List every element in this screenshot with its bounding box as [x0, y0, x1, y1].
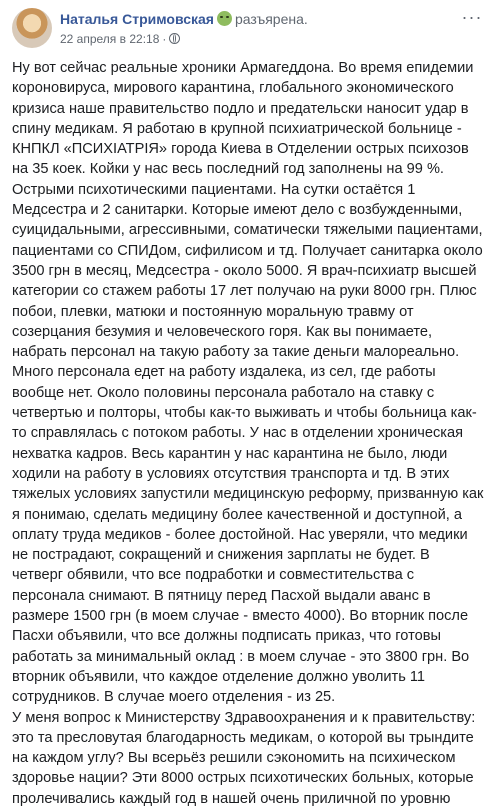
globe-icon[interactable] [169, 33, 180, 44]
timestamp-line [60, 31, 460, 47]
post-meta [60, 6, 460, 47]
more-options-icon[interactable]: ··· [461, 6, 483, 27]
author-line [60, 10, 460, 28]
separator: · [162, 32, 167, 46]
author-avatar[interactable] [12, 8, 52, 48]
post-paragraph: Ну вот сейчас реальные хроники Армагеддона. Во время епидемии короновируса, мирового карантина, глобального экономического кризиса наше правительство подло и предательски наносит удар в спину медикам. Я работаю в крупной психиатрической больнице - КНПКЛ «ПСИХІАТРІЯ» города Киева в Отделении острых психозов на 35 коек. Койки у нас весь последний год заполнены на 99 %. Острыми психотическими пациентами. На сутки остаётся 1 Медсестра и 2 санитарки. Которые имеют дело с возбужденными, суицидальными, агрессивными, соматически тяжелыми пациентами, пациентами со СПИДом, сифилисом и тд. Получает санитарка около 3500 грн в месяц, Медсестра - около 5000. Я врач-психиатр высшей категории со стажем работы 17 лет получаю на руки 8000 грн. Плюс побои, плевки, матюки и постоянную моральную травму от созерцания безумия и человеческого горя. Как вы понимаете, набрать персонал на такую работу за такие деньги малореально. Много персонала едет на работу издалека, из сел, где работы вообще нет. Около половины персонала работало на ставку с четвертью и полторы, чтобы как-то выживать и чтобы больница как-то справлялась с потоком работы. У нас в отделении хроническая нехватка кадров. Весь карантин у нас карантина не было, люди ходили на работу в условиях отсутствия транспорта и тд. В этих тяжелых условиях запустили медицинскую реформу, призванную как я понимаю, сделать медицину более качественной и доступной, а оплату труда медиков - более достойной. Нас уверяли, что медики не пострадают, сокращений и снижения зарплаты не будет. В четверг обявили, что все подработки и совместительства с персонала снимают. В пятницу перед Пасхой выдали аванс в размере 1500 грн (в моем случае - вместо 4000). Во вторник после Пасхи объявили, что все должны подписать приказ, что готовы работать за минимальный оклад : в моем случае - это 3800 грн. Во вторник объявили, что каждое отделение должно уволить 11 сотрудников. В случае моего отделения - из 25. [12, 60, 484, 706]
angry-face-icon [217, 11, 232, 26]
post-paragraph: У меня вопрос к Министерству Здравоохранения и к правительству: это та пресловутая благодарность медикам, о которой вы трындите на каждом углу? Вы всерьёз решили сэкономить на психическом здоровье нации? Эти 8000 острых психотических больных, которые пролечивались каждый год в нашей очень приличной по уровню [12, 709, 476, 807]
post-date[interactable]: 22 апреля в 22:18 [60, 32, 160, 46]
post-body [12, 58, 484, 809]
feeling-text: разъярена. [234, 11, 308, 27]
post-header [12, 6, 484, 52]
author-name[interactable]: Наталья Стримовская [60, 11, 214, 27]
